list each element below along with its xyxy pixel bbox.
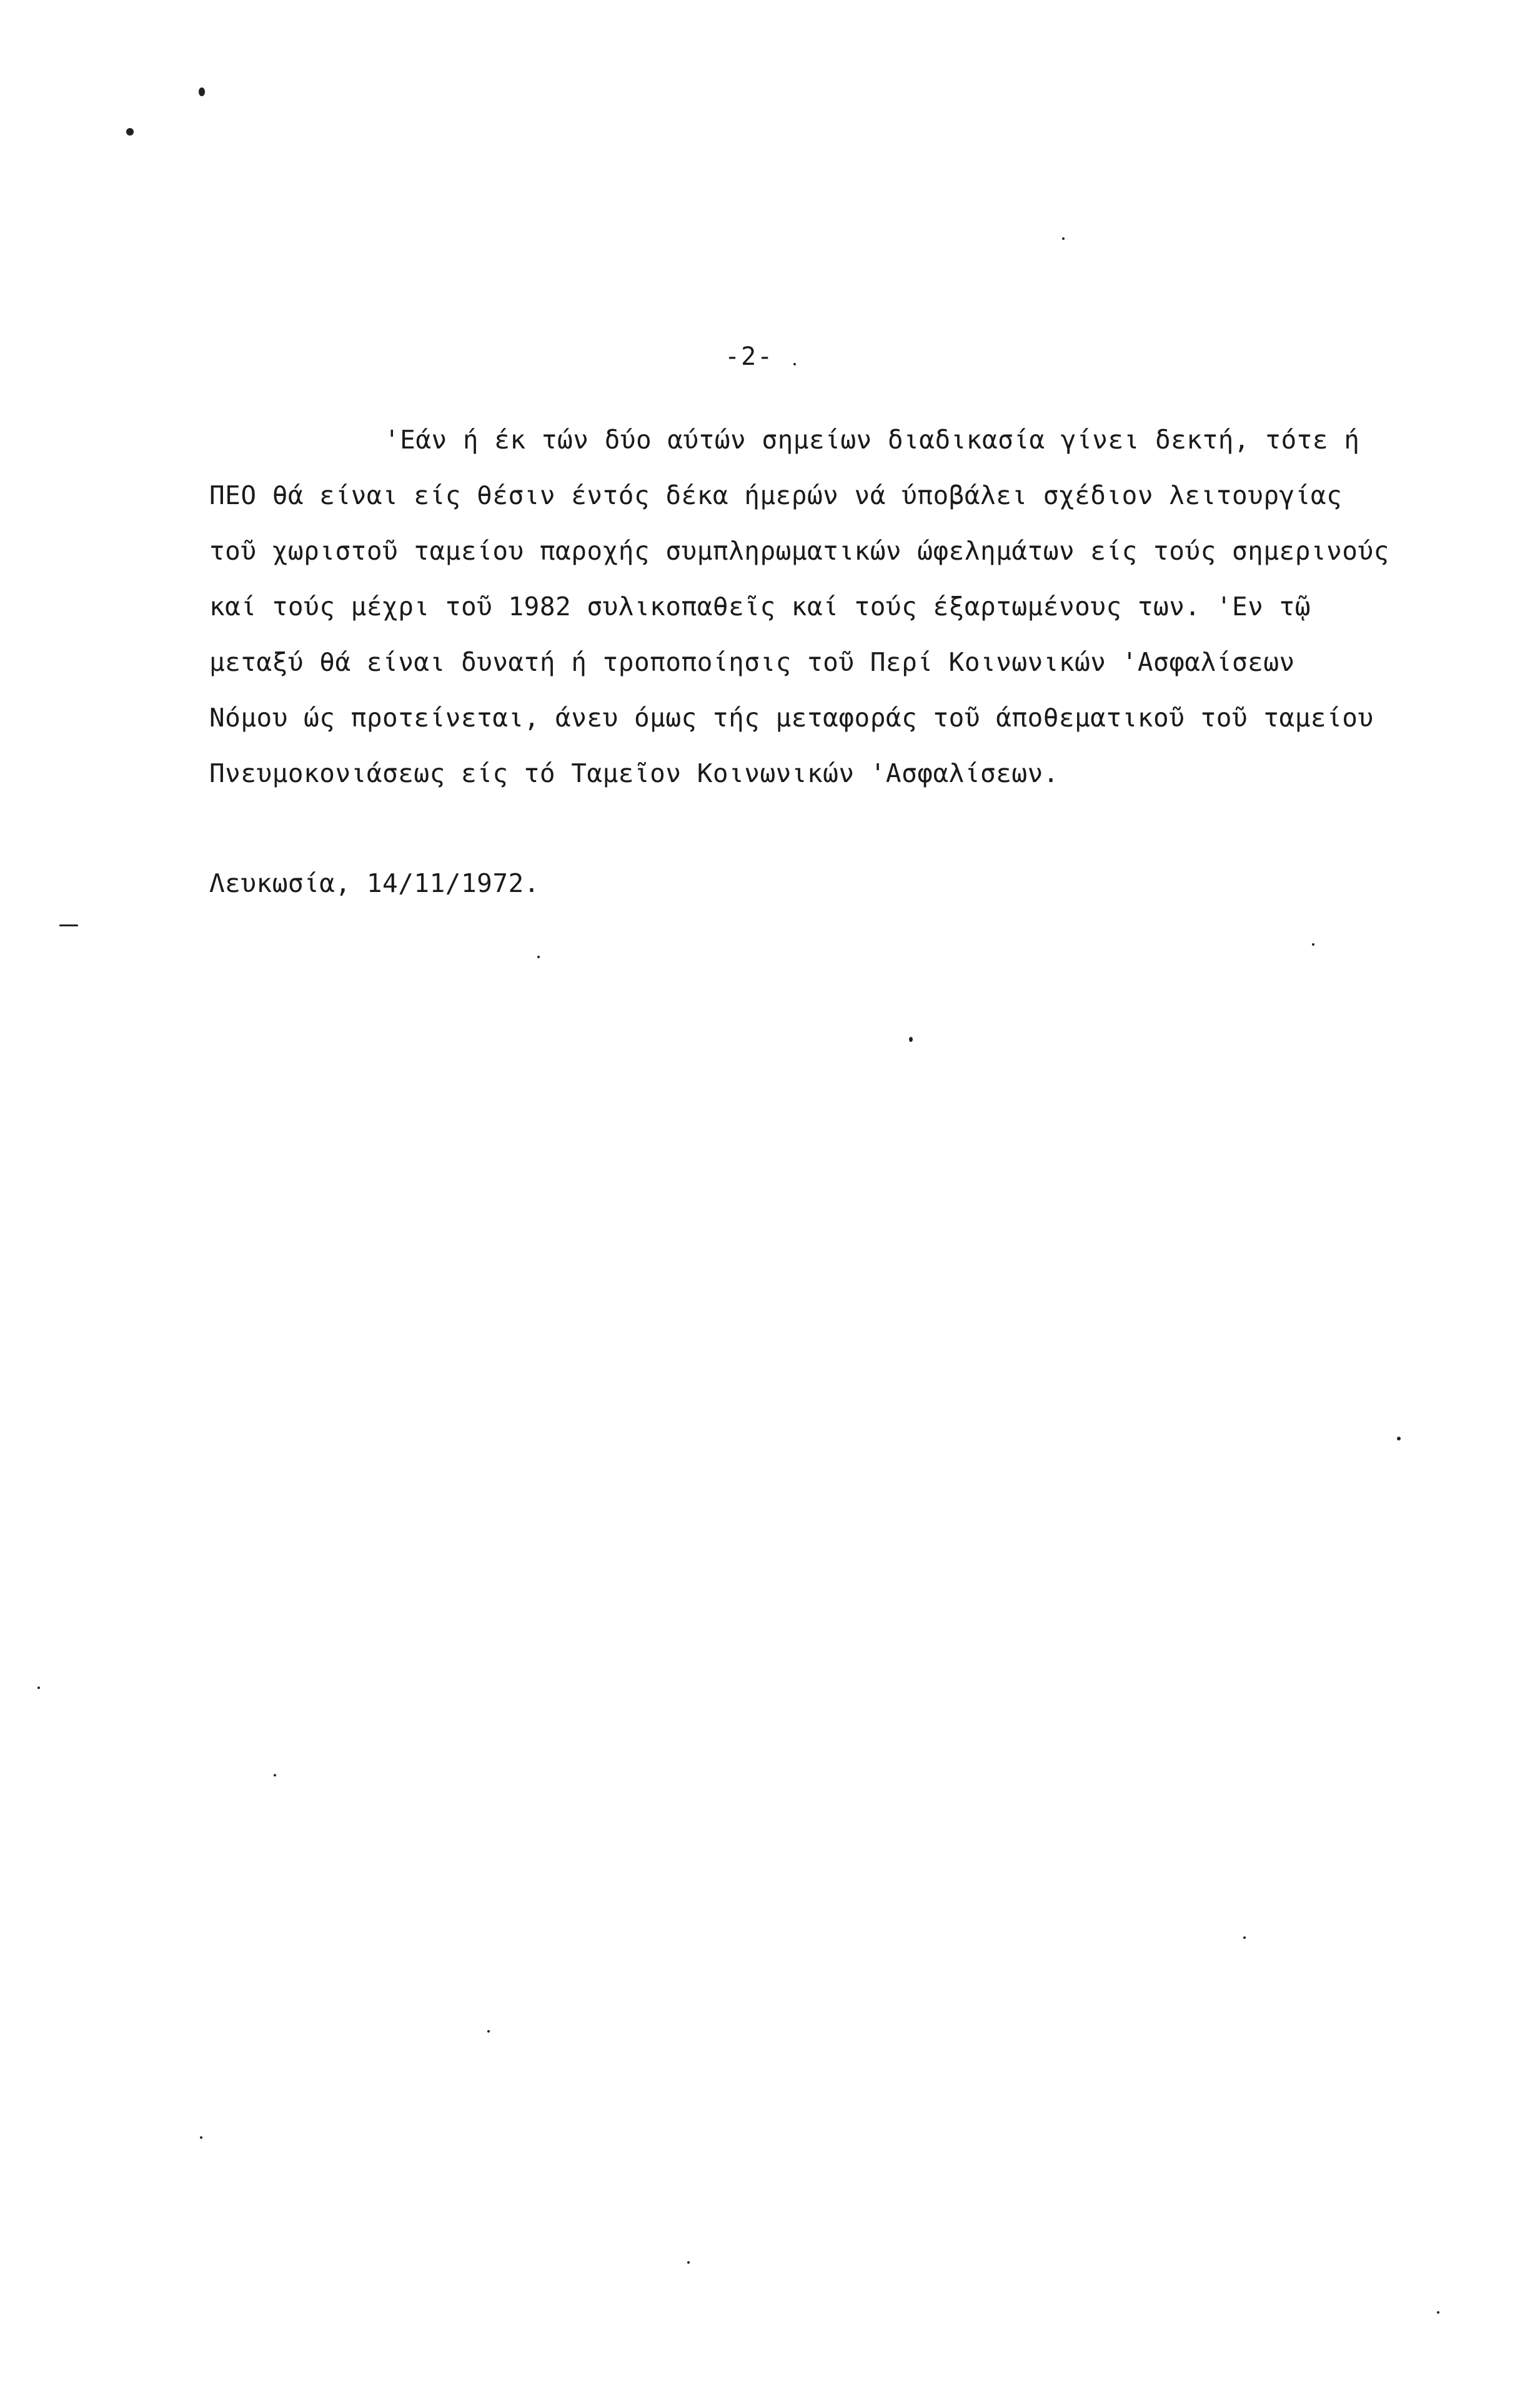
body-line: ΠΕΟ θά είναι είς θέσιν έντός δέκα ήμερών νά ύποβάλει σχέδιον λειτουργίας (209, 480, 1343, 510)
place-date-signoff: Λευκωσία, 14/11/1972. (209, 868, 540, 898)
body-line: μεταξύ θά είναι δυνατή ή τροποποίησις τοῦ Περί Κοινωνικών 'Ασφαλίσεων (209, 647, 1295, 677)
scan-speck (274, 1774, 276, 1776)
scan-speck (687, 2261, 690, 2264)
scan-speck (1397, 1437, 1401, 1440)
scan-speck (1243, 1936, 1246, 1939)
scan-speck (793, 363, 796, 365)
scan-speck (1437, 2311, 1439, 2314)
scan-speck (199, 87, 205, 96)
scan-speck (59, 924, 78, 926)
body-paragraph (209, 412, 1389, 801)
body-line: Πνευμοκονιάσεως είς τό Ταμεῖον Κοινωνικών 'Ασφαλίσεων. (209, 758, 1059, 788)
body-line: καί τούς μέχρι τοῦ 1982 συλικοπαθεῖς καί τούς έξαρτωμένους των. 'Εν τῷ (209, 592, 1311, 622)
body-line: τοῦ χωριστοῦ ταμείου παροχής συμπληρωματικών ώφελημάτων είς τούς σημερινούς (209, 536, 1389, 566)
page-number: -2- (725, 342, 774, 371)
scan-speck (1312, 943, 1314, 946)
scan-speck (1062, 237, 1065, 240)
scan-speck (200, 2136, 202, 2139)
body-line: 'Εάν ή έκ τών δύο αύτών σημείων διαδικασία γίνει δεκτή, τότε ή (384, 425, 1360, 455)
scan-speck (909, 1037, 913, 1042)
scan-speck (126, 128, 134, 136)
scan-speck (537, 956, 540, 958)
scan-speck (37, 1687, 40, 1689)
body-line: Νόμου ώς προτείνεται, άνευ όμως τής μεταφοράς τοῦ άποθεματικοῦ τοῦ ταμείου (209, 703, 1374, 733)
scan-speck (487, 2030, 490, 2033)
